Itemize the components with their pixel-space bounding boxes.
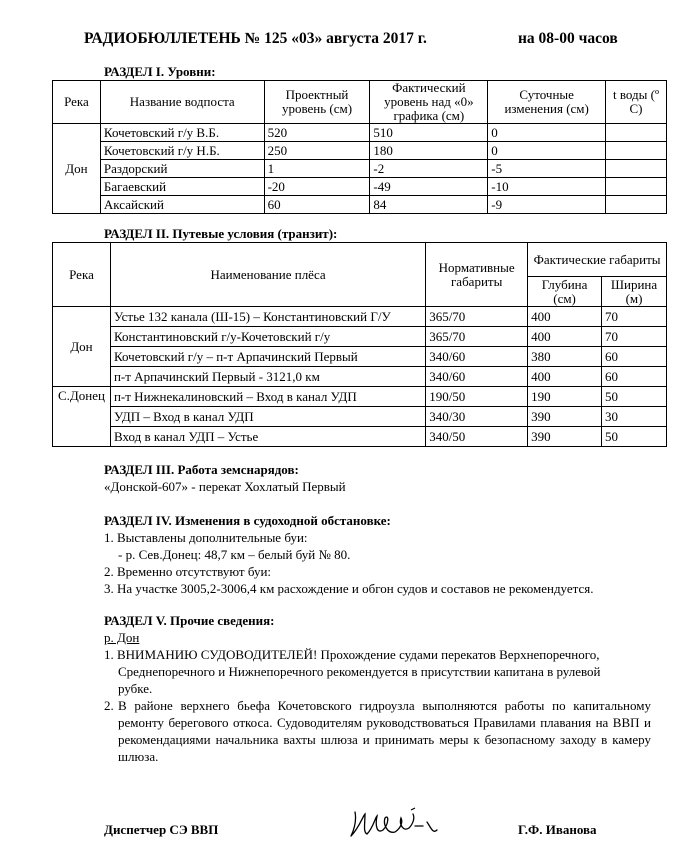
actual-level: 510 bbox=[370, 124, 488, 142]
section1-heading: РАЗДЕЛ I. Уровни: bbox=[104, 64, 216, 79]
route-header-row bbox=[53, 243, 667, 277]
table-row bbox=[53, 327, 667, 347]
col-width: Ширина (м) bbox=[602, 277, 667, 307]
table-row bbox=[53, 307, 667, 327]
design-level: 1 bbox=[264, 160, 370, 178]
table-row bbox=[53, 160, 667, 178]
post-name: Багаевский bbox=[100, 178, 264, 196]
normative: 340/30 bbox=[426, 407, 528, 427]
daily-change: -9 bbox=[488, 196, 606, 214]
reach-name: Вход в канал УДП – Устье bbox=[110, 427, 425, 447]
actual-level: 180 bbox=[370, 142, 488, 160]
notice-item1-line1: 1. ВНИМАНИЮ СУДОВОДИТЕЛЕЙ! Прохождение судами перекатов Верхнепоречного, bbox=[104, 647, 600, 662]
table-row bbox=[53, 367, 667, 387]
depth: 400 bbox=[528, 367, 602, 387]
design-level: 60 bbox=[264, 196, 370, 214]
section4-heading: РАЗДЕЛ IV. Изменения в судоходной обстановке: bbox=[104, 513, 391, 528]
notice-item2-text: В районе верхнего бьефа Кочетовского гидроузла выполняются работы по капитальному ремонту берегового откоса. Судоводителям руководствоваться Правилами плавания на ВВП и рекомендациями начальника вахты шлюза и принимать меры к безопасному заходу в камеру шлюза. bbox=[118, 698, 651, 764]
notice-item1-line2: Среднепоречного и Нижнепоречного рекомендуется в присутствии капитана в рулевой bbox=[118, 664, 601, 679]
river-don-label: р. Дон bbox=[104, 630, 140, 645]
col-post-name: Название водпоста bbox=[100, 81, 264, 124]
actual-level: -2 bbox=[370, 160, 488, 178]
daily-change: -5 bbox=[488, 160, 606, 178]
col-water-temp: t воды (º С) bbox=[606, 81, 667, 124]
water-temp bbox=[606, 124, 667, 142]
buoys-added: 1. Выставлены дополнительные буи: bbox=[104, 530, 308, 545]
depth: 390 bbox=[528, 427, 602, 447]
normative: 365/70 bbox=[426, 307, 528, 327]
post-name: Раздорский bbox=[100, 160, 264, 178]
section5-heading: РАЗДЕЛ V. Прочие сведения: bbox=[104, 613, 275, 628]
col-normative: Нормативные габариты bbox=[426, 243, 528, 307]
design-level: -20 bbox=[264, 178, 370, 196]
notice-item1-line3: рубке. bbox=[118, 681, 153, 696]
design-level: 250 bbox=[264, 142, 370, 160]
actual-level: -49 bbox=[370, 178, 488, 196]
reach-name: п-т Арпачинский Первый - 3121,0 км bbox=[110, 367, 425, 387]
river-name: Дон bbox=[53, 307, 111, 387]
table-row bbox=[53, 387, 667, 407]
reach-name: Кочетовский г/у – п-т Арпачинский Первый bbox=[110, 347, 425, 367]
levels-table bbox=[52, 80, 667, 214]
water-temp bbox=[606, 142, 667, 160]
reach-name: Устье 132 канала (Ш-15) – Константиновский Г/У bbox=[110, 307, 425, 327]
width: 60 bbox=[602, 367, 667, 387]
post-name: Кочетовский г/у Н.Б. bbox=[100, 142, 264, 160]
reach-name: п-т Нижнекалиновский – Вход в канал УДП bbox=[110, 387, 425, 407]
width: 50 bbox=[602, 427, 667, 447]
depth: 390 bbox=[528, 407, 602, 427]
section3-heading: РАЗДЕЛ III. Работа земснарядов: bbox=[104, 462, 299, 477]
col-reach-name: Наименование плёса bbox=[110, 243, 425, 307]
post-name: Аксайский bbox=[100, 196, 264, 214]
reach-name: Константиновский г/у-Кочетовский г/у bbox=[110, 327, 425, 347]
buoys-added-detail: - р. Сев.Донец: 48,7 км – белый буй № 80. bbox=[118, 547, 351, 562]
daily-change: 0 bbox=[488, 142, 606, 160]
notice-item2-number: 2. bbox=[104, 698, 114, 713]
signature-icon bbox=[345, 804, 445, 842]
design-level: 520 bbox=[264, 124, 370, 142]
col-daily-change: Суточные изменения (см) bbox=[488, 81, 606, 124]
dispatcher-role: Диспетчер СЭ ВВП bbox=[104, 822, 219, 837]
table-row bbox=[53, 407, 667, 427]
normative: 340/60 bbox=[426, 367, 528, 387]
river-name: С.Донец bbox=[53, 387, 111, 447]
dispatcher-name: Г.Ф. Иванова bbox=[518, 822, 597, 837]
col-actual-level: Фактический уровень над «0» графика (см) bbox=[370, 81, 488, 124]
table-row bbox=[53, 347, 667, 367]
normative: 340/50 bbox=[426, 427, 528, 447]
col-river: Река bbox=[53, 81, 101, 124]
bulletin-title bbox=[84, 30, 618, 48]
water-temp bbox=[606, 178, 667, 196]
water-temp bbox=[606, 196, 667, 214]
width: 50 bbox=[602, 387, 667, 407]
depth: 400 bbox=[528, 327, 602, 347]
table-row bbox=[53, 427, 667, 447]
normative: 365/70 bbox=[426, 327, 528, 347]
bulletin-title-text: РАДИОБЮЛЛЕТЕНЬ № 125 «03» августа 2017 г. bbox=[84, 30, 427, 47]
width: 30 bbox=[602, 407, 667, 427]
width: 60 bbox=[602, 347, 667, 367]
table-row bbox=[53, 124, 667, 142]
width: 70 bbox=[602, 327, 667, 347]
daily-change: -10 bbox=[488, 178, 606, 196]
depth: 400 bbox=[528, 307, 602, 327]
table-row bbox=[53, 196, 667, 214]
depth: 190 bbox=[528, 387, 602, 407]
river-name: Дон bbox=[53, 124, 101, 214]
col-design-level: Проектный уровень (см) bbox=[264, 81, 370, 124]
actual-level: 84 bbox=[370, 196, 488, 214]
route-table bbox=[52, 242, 667, 447]
buoys-missing: 2. Временно отсутствуют буи: bbox=[104, 564, 272, 579]
normative: 340/60 bbox=[426, 347, 528, 367]
overtaking-restriction: 3. На участке 3005,2-3006,4 км расхождение и обгон судов и составов не рекомендуется. bbox=[104, 581, 594, 596]
col-actual-dimensions: Фактические габариты bbox=[528, 243, 667, 277]
table-row bbox=[53, 142, 667, 160]
reach-name: УДП – Вход в канал УДП bbox=[110, 407, 425, 427]
width: 70 bbox=[602, 307, 667, 327]
col-river: Река bbox=[53, 243, 111, 307]
table-row bbox=[53, 178, 667, 196]
daily-change: 0 bbox=[488, 124, 606, 142]
depth: 380 bbox=[528, 347, 602, 367]
post-name: Кочетовский г/у В.Б. bbox=[100, 124, 264, 142]
normative: 190/50 bbox=[426, 387, 528, 407]
water-temp bbox=[606, 160, 667, 178]
bulletin-time: на 08-00 часов bbox=[518, 30, 618, 47]
section2-heading: РАЗДЕЛ II. Путевые условия (транзит): bbox=[104, 226, 338, 241]
col-depth: Глубина (см) bbox=[528, 277, 602, 307]
levels-header-row bbox=[53, 81, 667, 124]
dredger-line: «Донской-607» - перекат Хохлатый Первый bbox=[104, 479, 346, 494]
